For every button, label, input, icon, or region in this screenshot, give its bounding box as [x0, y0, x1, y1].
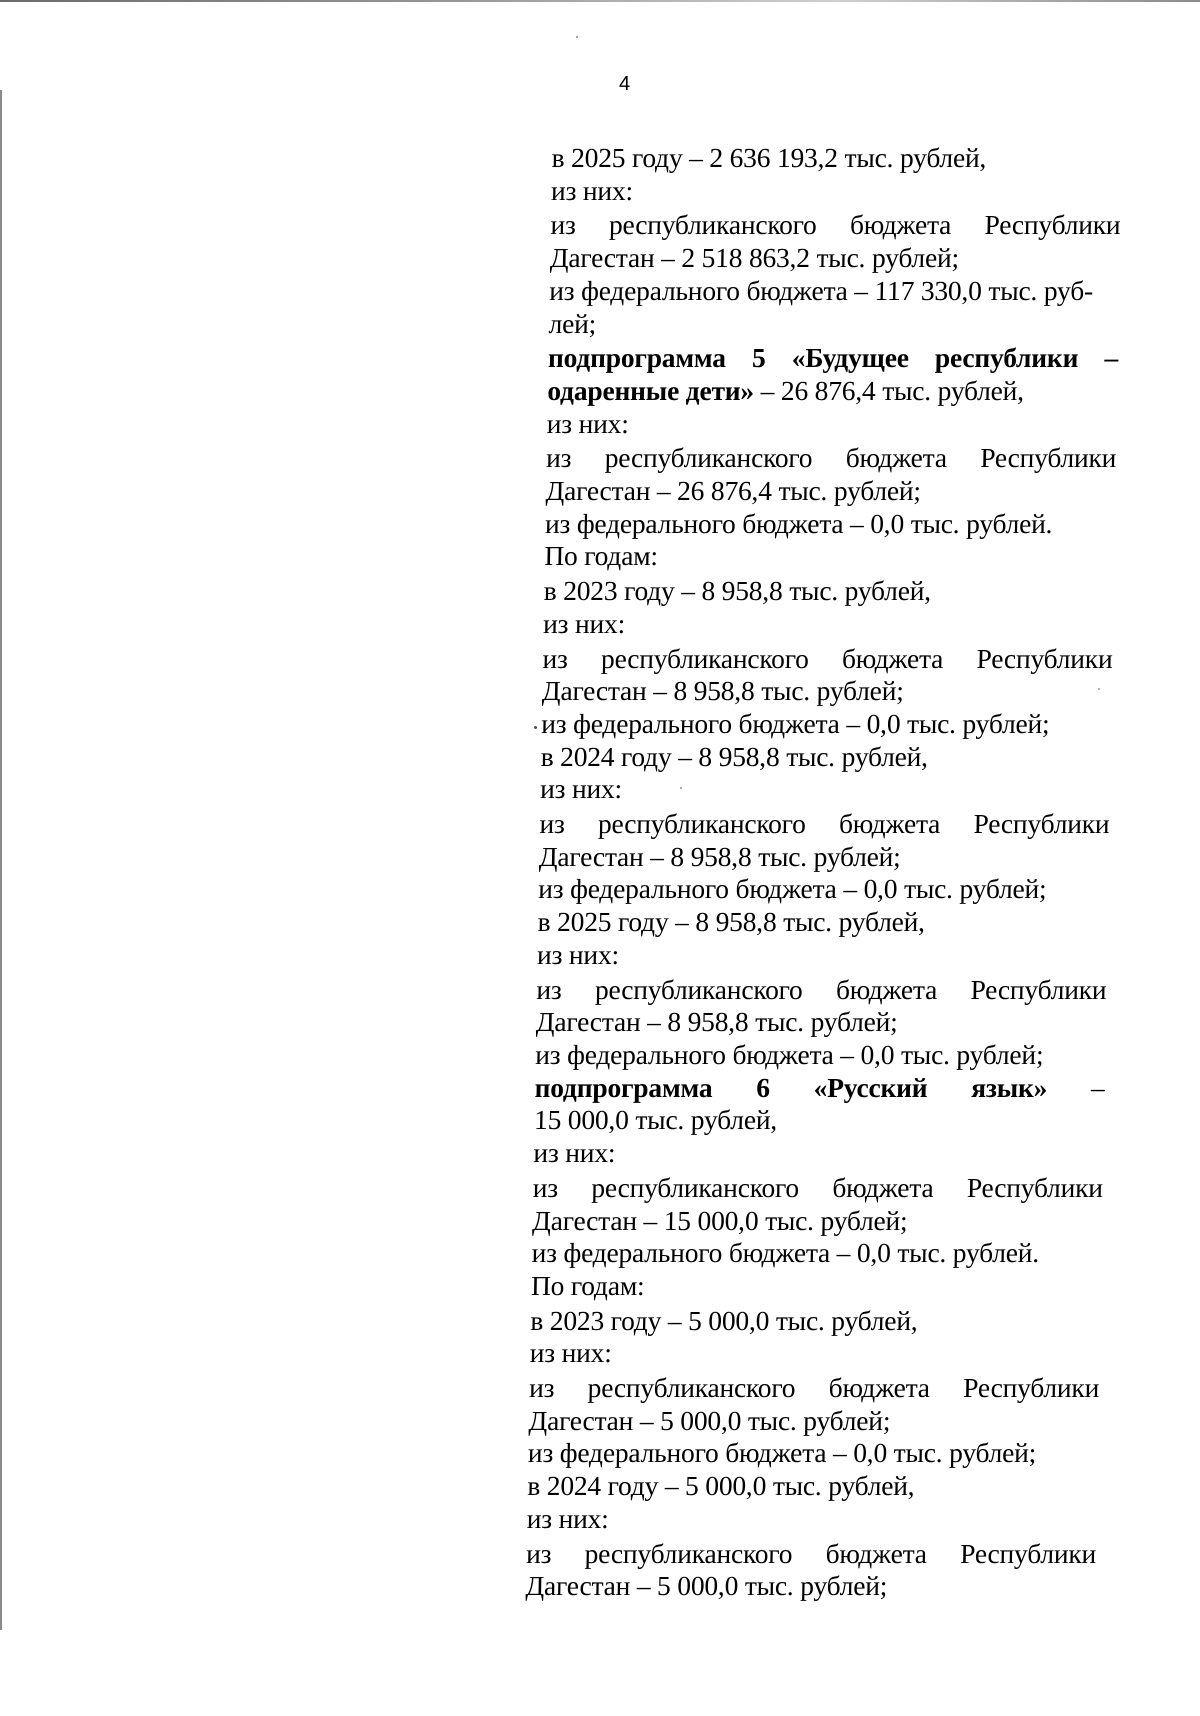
page-number: 4	[619, 73, 631, 95]
text-line: из них:	[529, 1337, 612, 1369]
text-line: из них:	[550, 174, 634, 206]
text-line: из республиканского бюджета Республики	[542, 642, 1113, 674]
text-line: Дагестан – 8 958,8 тыс. рублей;	[538, 840, 901, 872]
text-line: Дагестан – 15 000,0 тыс. рублей;	[531, 1204, 908, 1236]
text-line: в 2024 году – 8 958,8 тыс. рублей,	[540, 740, 929, 772]
text-line: Дагестан – 5 000,0 тыс. рублей;	[528, 1404, 891, 1436]
text-line: из республиканского бюджета Республики	[528, 1372, 1100, 1404]
text-line: Дагестан – 2 518 863,2 тыс. рублей;	[549, 242, 960, 274]
text-line: По годам:	[530, 1269, 645, 1301]
text-line: из федерального бюджета – 0,0 тыс. рублей;	[534, 1038, 1044, 1070]
text-line: из республиканского бюджета Республики	[536, 973, 1107, 1005]
text-line: из них:	[526, 1502, 609, 1534]
text-line: 15 000,0 тыс. рублей,	[533, 1104, 778, 1136]
subprogram-heading: подпрограмма 6 «Русский язык» –	[534, 1071, 1105, 1103]
text-line: из республиканского бюджета Республики	[525, 1537, 1097, 1569]
text-line: Дагестан – 5 000,0 тыс. рублей;	[525, 1570, 888, 1602]
text-line: в 2024 году – 5 000,0 тыс. рублей,	[527, 1470, 915, 1502]
text-line: из республиканского бюджета Республики	[539, 808, 1110, 840]
document-body	[525, 142, 1122, 1603]
text-line: из федерального бюджета – 0,0 тыс. рублей;	[527, 1437, 1037, 1469]
text-line: из них:	[533, 1137, 616, 1169]
text-line: лей;	[548, 307, 597, 339]
text-line: из них:	[539, 773, 623, 805]
scan-speck	[576, 36, 578, 38]
text-line: в 2025 году – 8 958,8 тыс. рублей,	[537, 906, 926, 938]
text-line: из федерального бюджета – 117 330,0 тыс. руб-	[548, 274, 1094, 306]
subprogram-heading: подпрограмма 5 «Будущее республики –	[547, 342, 1119, 374]
text-line: из республиканского бюджета Республики	[545, 442, 1117, 474]
text-line: из республиканского бюджета Республики	[550, 209, 1121, 241]
scan-edge-top	[0, 0, 1200, 2]
subprogram-heading: одаренные дети» – 26 876,4 тыс. рублей,	[547, 374, 1025, 406]
text-line: из них:	[546, 407, 630, 439]
text-line: из федерального бюджета – 0,0 тыс. рублей.	[544, 507, 1053, 539]
text-line: Дагестан – 8 958,8 тыс. рублей;	[535, 1006, 898, 1038]
text-line: из федерального бюджета – 0,0 тыс. рублей;	[541, 707, 1050, 739]
text-line: Дагестан – 8 958,8 тыс. рублей;	[541, 675, 904, 707]
text-line: из республиканского бюджета Республики	[532, 1171, 1104, 1203]
scan-speck	[534, 726, 537, 729]
text-line: Дагестан – 26 876,4 тыс. рублей;	[545, 475, 922, 507]
text-line: в 2023 году – 8 958,8 тыс. рублей,	[543, 575, 932, 607]
text-line: из них:	[536, 938, 620, 970]
text-line: По годам:	[544, 540, 659, 572]
text-line: из них:	[542, 607, 626, 639]
scan-edge-left	[0, 90, 2, 1630]
text-line: в 2025 году – 2 636 193,2 тыс. рублей,	[551, 142, 987, 173]
text-line: из федерального бюджета – 0,0 тыс. рублей;	[538, 873, 1047, 905]
text-line: из федерального бюджета – 0,0 тыс. рублей.	[531, 1237, 1040, 1269]
text-line: в 2023 году – 5 000,0 тыс. рублей,	[530, 1304, 918, 1336]
